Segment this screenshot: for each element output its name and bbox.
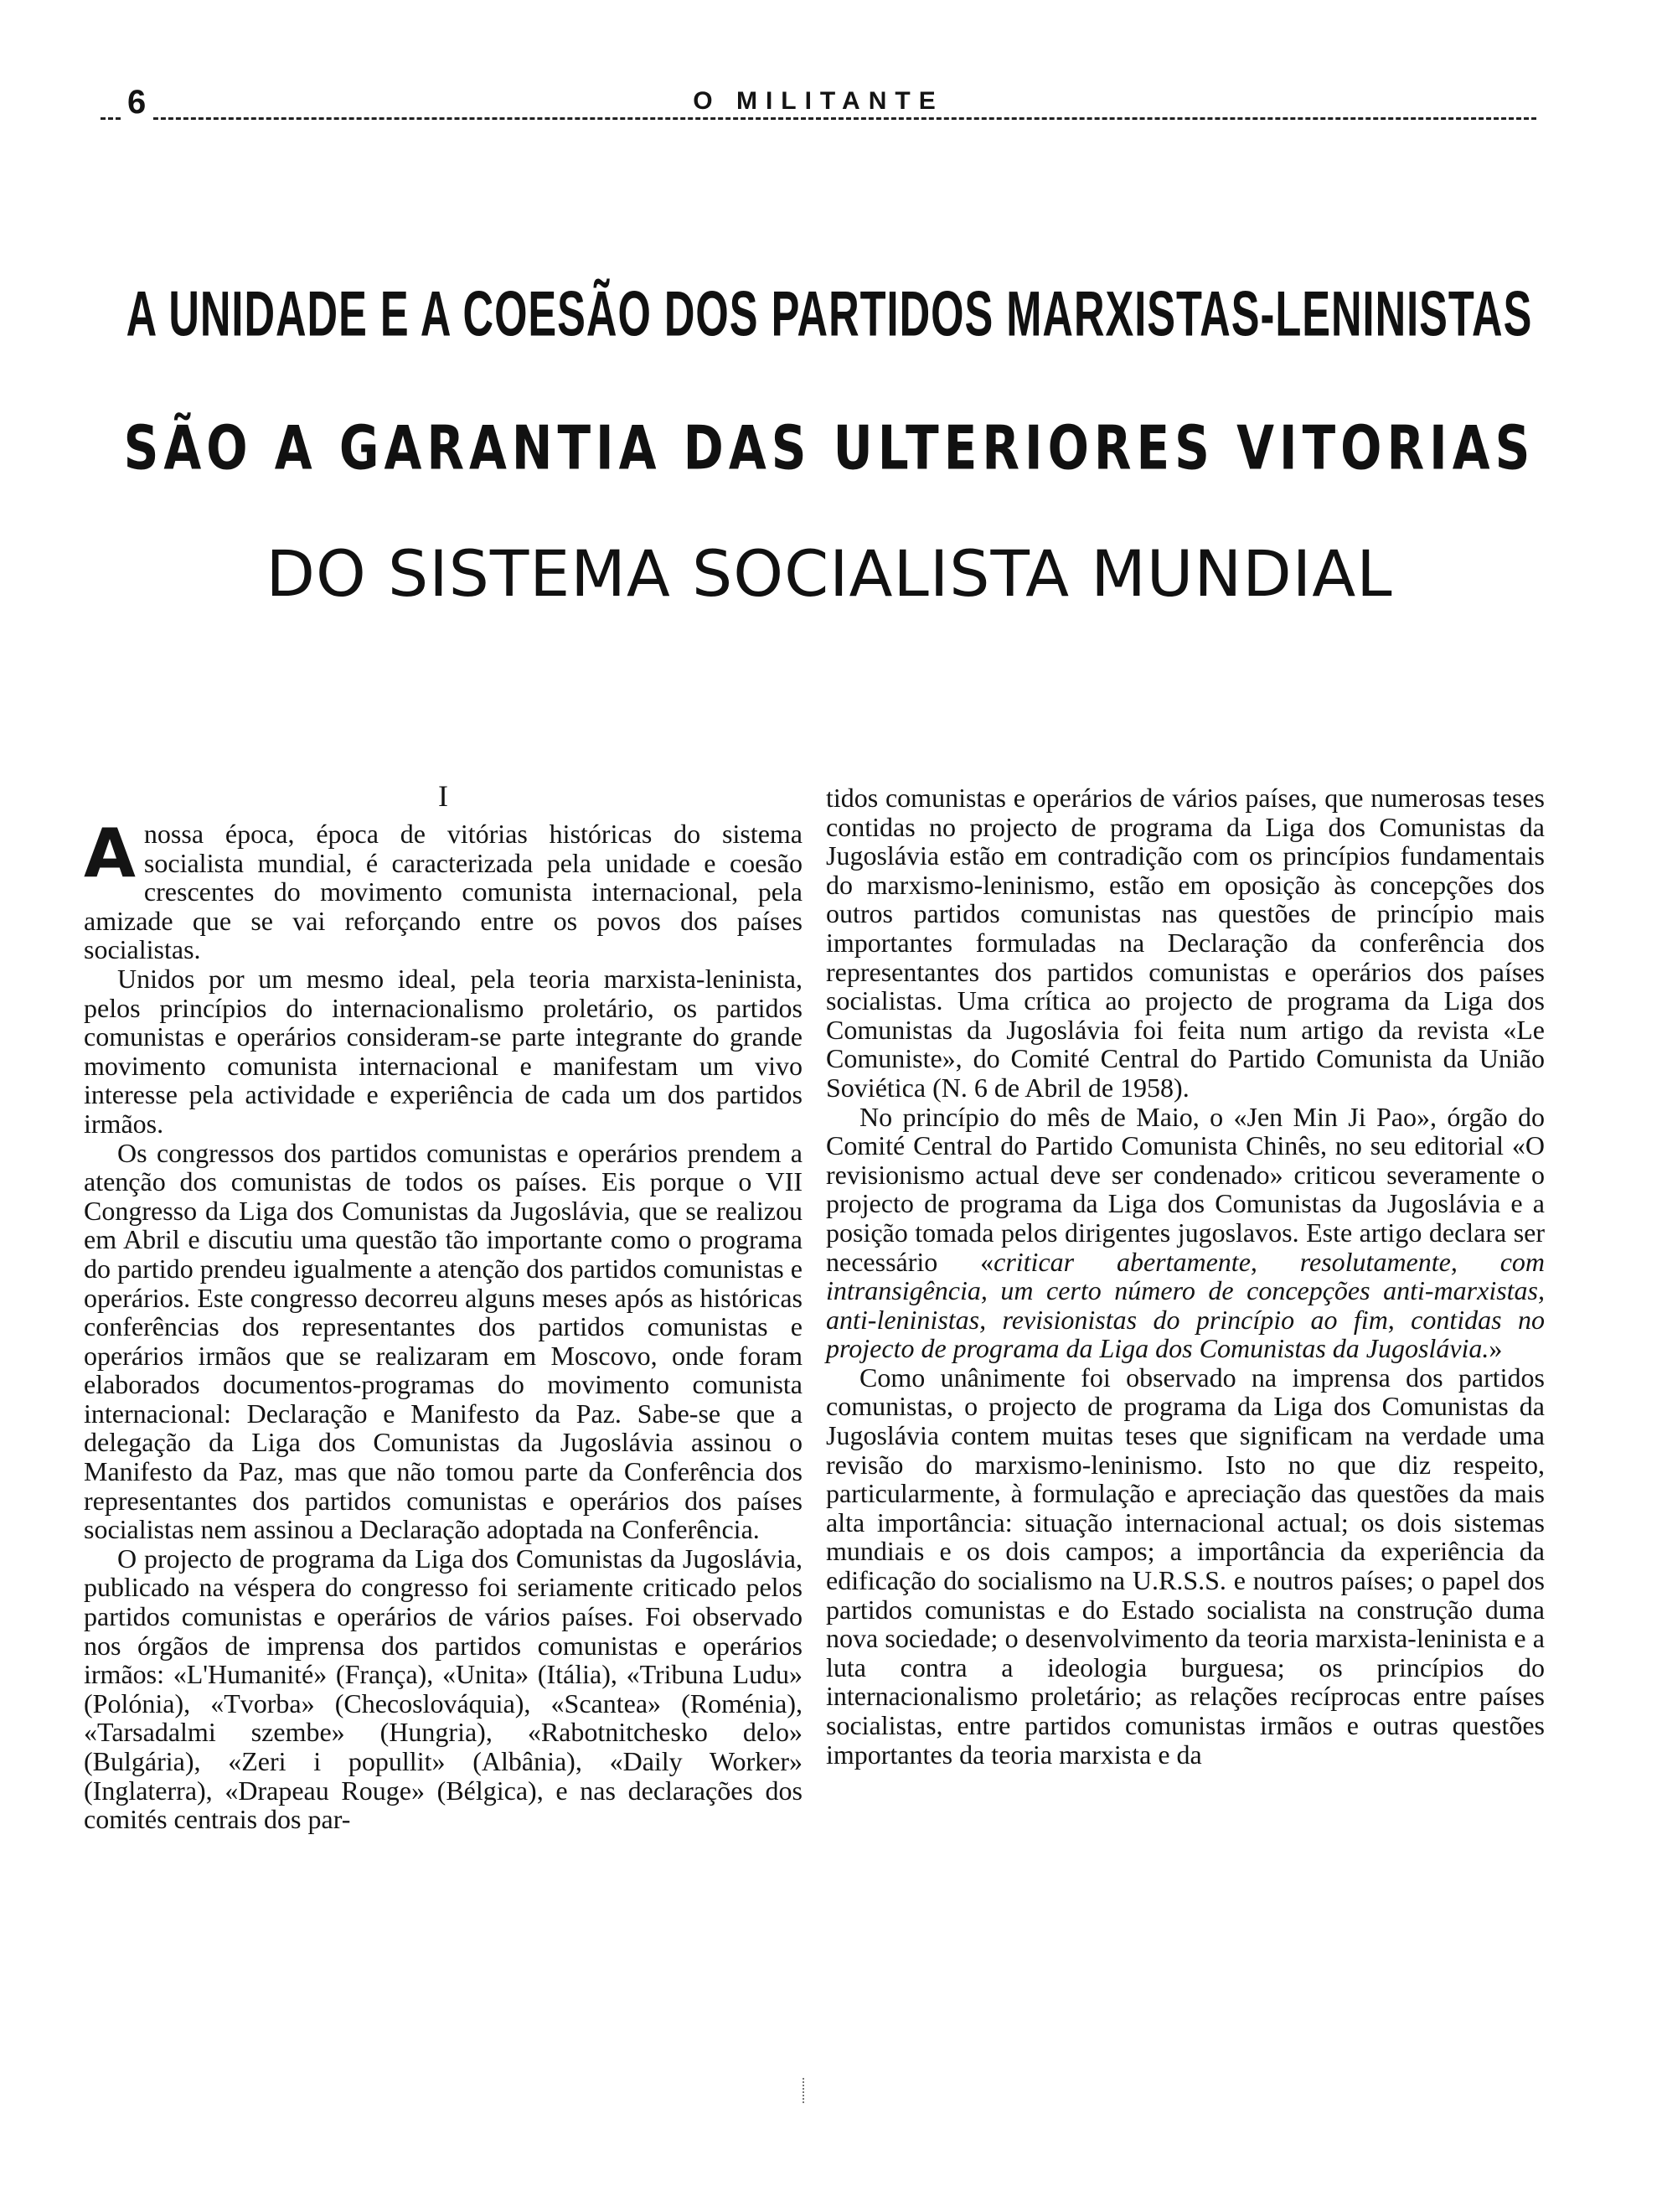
article-paragraph: tidos comunistas e operários de vários países, que numerosas teses contidas no projecto de programa da Liga dos Comunistas da Jugoslávia estão em contradição com os princípios fundamentais do marxismo-leninismo, estão em oposição às concepções dos outros partidos comunistas nas questões de princípio mais importantes formuladas na Declaração da conferência dos representantes dos partidos comunistas e operários dos países socialistas. Uma crítica ao projecto de programa da Liga dos Comunistas da Jugoslávia foi feita num artigo da revista «Le Comuniste», do Comité Central do Partido Comunista da União Soviética (N. 6 de Abril de 1958).	[826, 783, 1545, 1103]
drop-cap: A	[84, 814, 136, 892]
article-paragraph: Os congressos dos partidos comunistas e operários prendem a atenção dos comunistas de todos os países. Eis porque o VII Congresso da Liga dos Comunistas da Jugoslávia, que se realizou em Abril e discutiu uma questão tão importante como o programa do partido prendeu igualmente a atenção dos partidos comunistas e operários. Este congresso decorreu alguns meses após as históricas conferências dos representantes dos partidos comunistas e operários irmãos que se realizaram em Moscovo, onde foram elaborados documentos-programas do movimento comunista internacional: Declaração e Manifesto da Paz. Sabe-se que a delegação da Liga dos Comunistas da Jugoslávia assinou o Manifesto da Paz, mas que não tomou parte da Conferência dos representantes dos partidos comunistas e operários dos países socialistas nem assinou a Declaração adoptada na Conferência.	[84, 1137, 803, 1545]
paragraph-text: »	[1489, 1333, 1503, 1364]
quoted-italic-text: criticar abertamente, resolutamente, com intransigência, um certo número de concepções anti-marxistas, anti-leninistas, revisionistas do princípio ao fim, contidas no projecto de programa da Liga dos Comunistas da Jugoslávia.	[826, 1246, 1545, 1364]
article-paragraph	[826, 1103, 1545, 1363]
masthead	[101, 87, 1536, 116]
column-divider-mark	[803, 2078, 806, 2103]
headline-line-1: A UNIDADE E A COESÃO DOS PARTIDOS MARXISTAS-LENINISTAS	[126, 277, 1533, 349]
article-column-right	[826, 783, 1545, 1769]
paragraph-text: No princípio do mês de Maio, o «Jen Min Ji Pao», órgão do Comité Central do Partido Comunista Chinês, no seu editorial «O revisionismo actual deve ser condenado» criticou severamente o projecto de programa da Liga dos Comunistas da Jugoslávia e a posição tomada pelos dirigentes jugoslavos. Este artigo declara ser necessário «	[826, 1101, 1545, 1277]
header-rule	[101, 117, 1536, 120]
page-header	[101, 84, 1536, 124]
article-paragraph: Unidos por um mesmo ideal, pela teoria marxista-leninista, pelos princípios do internacionalismo proletário, os partidos comunistas e operários consideram-se parte integrante do grande movimento comunista internacional e manifestam um vivo interesse pela actividade e experiência de cada um dos partidos irmãos.	[84, 963, 803, 1139]
paragraph-text: nossa época, época de vitórias históricas do sistema socialista mundial, é caracterizada pela unidade e coesão crescentes do movimento comunista internacional, pela amizade que se vai reforçando entre os povos dos países socialistas.	[84, 819, 803, 965]
article-column-left	[84, 779, 803, 1834]
article-paragraph: O projecto de programa da Liga dos Comunistas da Jugoslávia, publicado na véspera do congresso foi seriamente criticado pelos partidos comunistas e operários de vários países. Foi observado nos órgãos de imprensa dos partidos comunistas e operários irmãos: «L'Humanité» (França), «Unita» (Itália), «Tribuna Ludu» (Polónia), «Tvorba» (Checoslováquia), «Scantea» (Roménia), «Tarsadalmi szembe» (Hungria), «Rabotnitchesko delo» (Bulgária), «Zeri i popullit» (Albânia), «Daily Worker» (Inglaterra), «Drapeau Rouge» (Bélgica), e nas declarações dos comités centrais dos par-	[84, 1543, 803, 1835]
article-paragraph: Como unânimente foi observado na imprensa dos partidos comunistas, o projecto de programa da Liga dos Comunistas da Jugoslávia contem muitas teses que significam na verdade uma revisão do marxismo-leninismo. Isto no que diz respeito, particularmente, à formulação e apreciação das questões da mais alta importância: situação internacional actual; os dois sistemas mundiais e os dois campos; a importância da experiência da edificação do socialismo na U.R.S.S. e noutros países; o papel dos partidos comunistas e do Estado socialista na construção duma nova sociedade; o desenvolvimento da teoria marxista-leninista e a luta contra a ideologia burguesa; os princípios do internacionalismo proletário; as relações recíprocas entre países socialistas, entre partidos comunistas irmãos e outras questões importantes da teoria marxista e da	[826, 1362, 1545, 1770]
page-number: 6	[122, 84, 151, 121]
headline-line-2: SÃO A GARANTIA DAS ULTERIORES VITORIAS	[123, 412, 1536, 483]
masthead-title: O MILITANTE	[683, 87, 953, 115]
article-paragraph	[84, 814, 803, 965]
headline-line-3: DO SISTEMA SOCIALISTA MUNDIAL	[266, 536, 1393, 611]
section-number: I	[438, 779, 448, 813]
